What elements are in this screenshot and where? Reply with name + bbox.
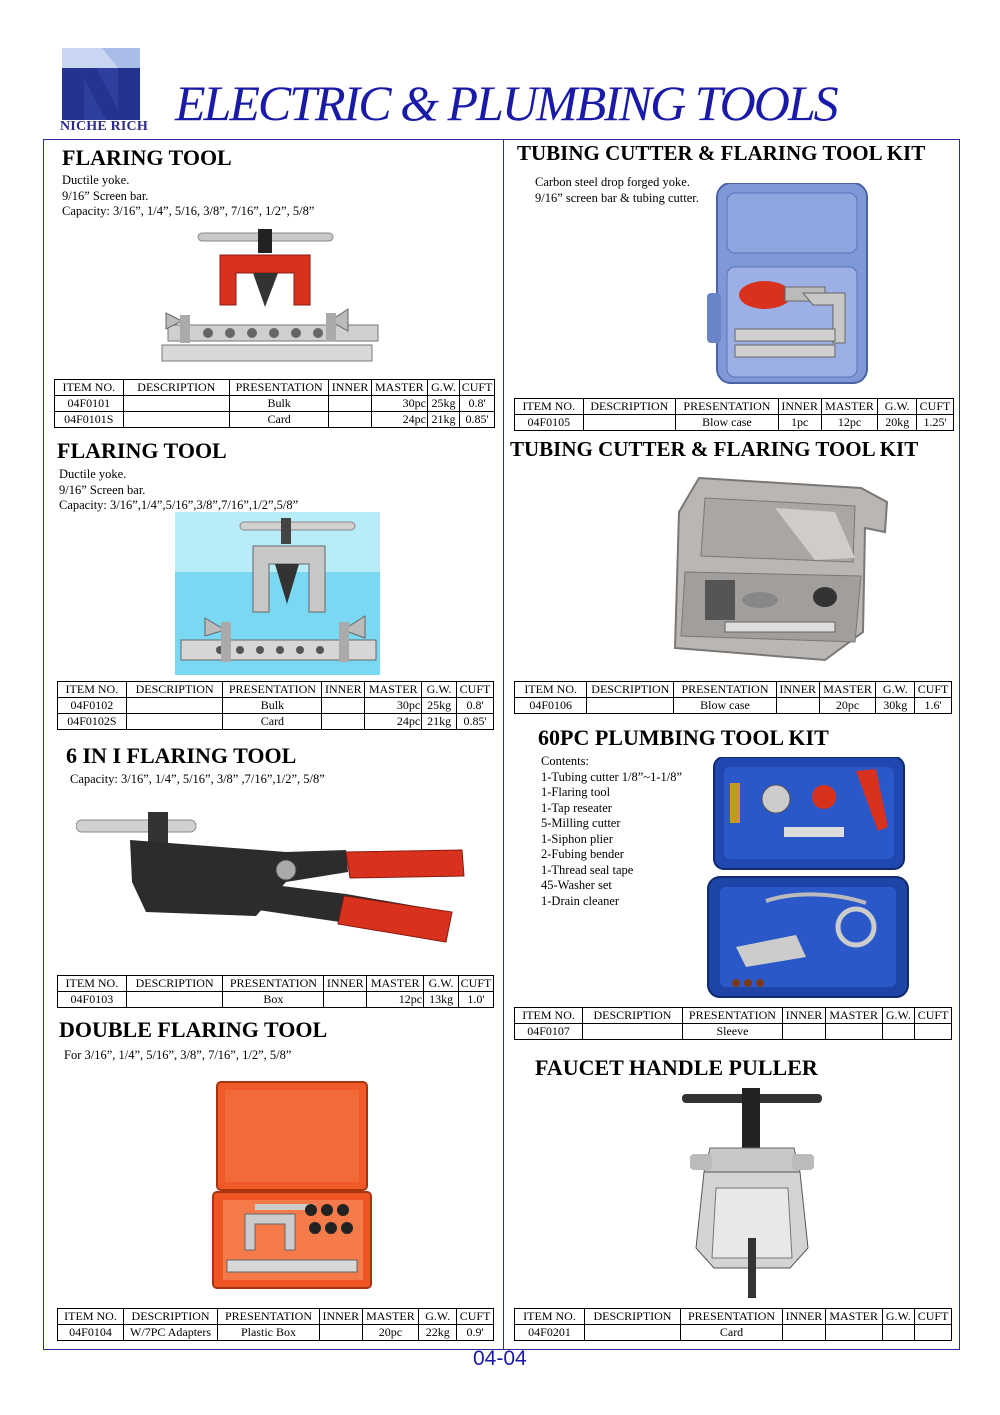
table-row <box>515 1325 952 1341</box>
cell-master: 30pc <box>365 698 422 714</box>
table-double-flaring-tool <box>57 1308 494 1341</box>
col-header: MASTER <box>362 1309 419 1325</box>
col-header: INNER <box>322 682 365 698</box>
cell-description <box>123 396 229 412</box>
cell-presentation: Box <box>223 992 324 1008</box>
col-header: CUFT <box>917 399 954 415</box>
brand-name: NICHE RICH <box>60 119 148 134</box>
col-header: DESCRIPTION <box>583 399 676 415</box>
col-header: G.W. <box>876 682 915 698</box>
desc-line: Ductile yoke. <box>62 173 130 187</box>
col-header: MASTER <box>825 1309 882 1325</box>
cell-item-no: 04F0101S <box>55 412 124 428</box>
col-header: ITEM NO. <box>515 1008 583 1024</box>
table-faucet-handle-puller <box>514 1308 952 1341</box>
cell-description <box>585 1325 681 1341</box>
cell-description: W/7PC Adapters <box>124 1325 218 1341</box>
flaring-tool-red-image <box>158 225 390 370</box>
cell-inner <box>776 698 819 714</box>
table-6-in-1-flaring-tool <box>57 975 494 1008</box>
col-header: CUFT <box>460 380 495 396</box>
column-divider <box>503 139 504 1350</box>
page-number: 04-04 <box>473 1347 527 1370</box>
cell-inner <box>783 1325 826 1341</box>
cell-inner <box>322 698 365 714</box>
flaring-tool-silver-image <box>175 512 380 675</box>
col-header: INNER <box>778 399 821 415</box>
col-header: G.W. <box>882 1008 915 1024</box>
col-header: ITEM NO. <box>515 399 584 415</box>
col-header: G.W. <box>878 399 917 415</box>
desc-line: 1-Drain cleaner <box>541 893 620 908</box>
cell-presentation: Bulk <box>223 698 322 714</box>
cell-master: 20pc <box>819 698 876 714</box>
desc-line: For 3/16”, 1/4”, 5/16”, 3/8”, 7/16”, 1/2”, 5/8” <box>64 1048 292 1062</box>
cell-gw: 21kg <box>422 714 457 730</box>
blue-case-kit-image <box>705 183 877 393</box>
cell-presentation: Plastic Box <box>218 1325 320 1341</box>
cell-inner <box>324 992 367 1008</box>
cell-master: 24pc <box>365 714 422 730</box>
table-row <box>55 412 495 428</box>
col-header: ITEM NO. <box>58 976 127 992</box>
cell-gw <box>882 1325 915 1341</box>
col-header: CUFT <box>457 1309 494 1325</box>
col-header: ITEM NO. <box>58 682 127 698</box>
double-flaring-tool-box-image <box>211 1080 373 1292</box>
col-header: PRESENTATION <box>680 1309 782 1325</box>
col-header: INNER <box>319 1309 362 1325</box>
cell-presentation: Blow case <box>676 415 779 431</box>
col-header: CUFT <box>915 1309 952 1325</box>
cell-item-no: 04F0106 <box>515 698 587 714</box>
cell-gw: 30kg <box>876 698 915 714</box>
col-header: INNER <box>783 1309 826 1325</box>
faucet-handle-puller-image <box>680 1088 825 1300</box>
cell-master: 20pc <box>362 1325 419 1341</box>
section-desc-cutter-kit-1 <box>535 175 699 206</box>
col-header: MASTER <box>821 399 878 415</box>
table-plumbing-kit <box>514 1007 952 1040</box>
desc-line: Carbon steel drop forged yoke. <box>535 175 690 189</box>
col-header: CUFT <box>915 1008 952 1024</box>
section-desc-plumbing-kit <box>541 754 682 909</box>
section-title-cutter-kit-2: TUBING CUTTER & FLARING TOOL KIT <box>510 437 919 461</box>
table-flaring-tool-2 <box>57 681 494 730</box>
col-header: PRESENTATION <box>230 380 329 396</box>
col-header: CUFT <box>459 976 494 992</box>
table-row <box>515 415 954 431</box>
table-row <box>515 1024 952 1040</box>
cell-gw <box>882 1024 915 1040</box>
desc-line: 1-Tubing cutter 1/8”~1-1/8” <box>541 769 683 784</box>
desc-line: Ductile yoke. <box>59 467 127 481</box>
col-header: ITEM NO. <box>515 1309 585 1325</box>
col-header: DESCRIPTION <box>585 1309 681 1325</box>
table-row <box>58 992 494 1008</box>
section-title-double-flaring-tool: DOUBLE FLARING TOOL <box>59 1017 328 1042</box>
table-cutter-kit-1 <box>514 398 954 431</box>
cell-gw: 25kg <box>422 698 457 714</box>
col-header: PRESENTATION <box>682 1008 782 1024</box>
cell-inner: 1pc <box>778 415 821 431</box>
cell-inner <box>319 1325 362 1341</box>
desc-line: 9/16” Screen bar. <box>62 188 149 203</box>
cell-presentation: Card <box>680 1325 782 1341</box>
gray-case-kit-image <box>665 472 890 672</box>
section-title-flaring-tool-1: FLARING TOOL <box>62 145 232 170</box>
col-header: PRESENTATION <box>223 976 324 992</box>
cell-cuft: 0.8' <box>457 698 494 714</box>
section-desc-flaring-tool-2 <box>59 467 298 514</box>
desc-line: 9/16” Screen bar. <box>59 482 146 497</box>
table-row <box>58 714 494 730</box>
cell-gw: 20kg <box>878 415 917 431</box>
section-title-cutter-kit-1: TUBING CUTTER & FLARING TOOL KIT <box>517 141 926 165</box>
desc-line: Capacity: 3/16”, 1/4”, 5/16”, 3/8” ,7/16”,1/2”, 5/8” <box>70 772 325 786</box>
cell-inner <box>329 396 371 412</box>
desc-line: Contents: <box>541 754 589 768</box>
section-title-flaring-tool-2: FLARING TOOL <box>57 438 227 463</box>
desc-line: Capacity: 3/16”,1/4”,5/16”,3/8”,7/16”,1/2”,5/8” <box>59 498 299 512</box>
desc-line: 5-Milling cutter <box>541 816 621 830</box>
cell-inner <box>329 412 371 428</box>
cell-presentation: Card <box>230 412 329 428</box>
cell-presentation: Sleeve <box>682 1024 782 1040</box>
six-in-one-flaring-tool-image <box>76 812 468 948</box>
plumbing-kit-case-image <box>706 757 911 1000</box>
col-header: DESCRIPTION <box>583 1008 683 1024</box>
page-title: ELECTRIC & PLUMBING TOOLS <box>175 75 837 131</box>
table-row <box>515 698 952 714</box>
col-header: ITEM NO. <box>515 682 587 698</box>
cell-item-no: 04F0102S <box>58 714 127 730</box>
cell-gw: 25kg <box>427 396 459 412</box>
cell-item-no: 04F0102 <box>58 698 127 714</box>
cell-cuft: 1.6' <box>915 698 952 714</box>
cell-cuft: 0.8' <box>460 396 495 412</box>
desc-line: 1-Tap reseater <box>541 800 612 815</box>
col-header: DESCRIPTION <box>124 1309 218 1325</box>
cell-master <box>825 1325 882 1341</box>
col-header: G.W. <box>419 1309 457 1325</box>
col-header: PRESENTATION <box>674 682 777 698</box>
desc-line: 45-Washer set <box>541 878 612 892</box>
table-row <box>55 396 495 412</box>
col-header: G.W. <box>424 976 459 992</box>
cell-description <box>583 1024 683 1040</box>
cell-cuft: 0.85' <box>457 714 494 730</box>
niche-rich-logo-mark <box>62 48 140 120</box>
cell-item-no: 04F0201 <box>515 1325 585 1341</box>
cell-description <box>583 415 676 431</box>
section-title-6-in-1-flaring-tool: 6 IN I FLARING TOOL <box>66 743 297 768</box>
col-header: ITEM NO. <box>58 1309 124 1325</box>
desc-line: 1-Siphon plier <box>541 831 613 846</box>
col-header: MASTER <box>365 682 422 698</box>
cell-inner <box>322 714 365 730</box>
col-header: PRESENTATION <box>676 399 779 415</box>
col-header: PRESENTATION <box>218 1309 320 1325</box>
col-header: DESCRIPTION <box>587 682 674 698</box>
cell-master: 12pc <box>367 992 424 1008</box>
cell-presentation: Blow case <box>674 698 777 714</box>
cell-item-no: 04F0101 <box>55 396 124 412</box>
col-header: PRESENTATION <box>223 682 322 698</box>
table-row <box>58 698 494 714</box>
cell-item-no: 04F0104 <box>58 1325 124 1341</box>
cell-cuft <box>915 1325 952 1341</box>
section-title-plumbing-kit: 60PC PLUMBING TOOL KIT <box>538 725 829 750</box>
col-header: MASTER <box>367 976 424 992</box>
table-cutter-kit-2 <box>514 681 952 714</box>
col-header: G.W. <box>422 682 457 698</box>
cell-cuft: 0.85' <box>460 412 495 428</box>
section-desc-6-in-1-flaring-tool <box>70 772 325 788</box>
desc-line: Capacity: 3/16”, 1/4”, 5/16, 3/8”, 7/16”, 1/2”, 5/8” <box>62 204 315 218</box>
section-desc-flaring-tool-1 <box>62 173 314 220</box>
cell-presentation: Bulk <box>230 396 329 412</box>
cell-item-no: 04F0103 <box>58 992 127 1008</box>
col-header: INNER <box>329 380 371 396</box>
cell-gw: 21kg <box>427 412 459 428</box>
table-row <box>58 1325 494 1341</box>
desc-line: 1-Thread seal tape <box>541 862 634 877</box>
col-header: DESCRIPTION <box>123 380 229 396</box>
cell-master: 30pc <box>371 396 427 412</box>
cell-master <box>825 1024 882 1040</box>
section-title-faucet-handle-puller: FAUCET HANDLE PULLER <box>535 1055 818 1080</box>
cell-description <box>587 698 674 714</box>
col-header: MASTER <box>371 380 427 396</box>
cell-gw: 22kg <box>419 1325 457 1341</box>
col-header: MASTER <box>825 1008 882 1024</box>
col-header: G.W. <box>427 380 459 396</box>
cell-cuft: 0.9' <box>457 1325 494 1341</box>
cell-cuft: 1.25' <box>917 415 954 431</box>
desc-line: 1-Flaring tool <box>541 785 611 799</box>
desc-line: 9/16” screen bar & tubing cutter. <box>535 190 699 205</box>
col-header: INNER <box>783 1008 826 1024</box>
col-header: CUFT <box>915 682 952 698</box>
section-desc-double-flaring-tool <box>64 1048 291 1064</box>
col-header: ITEM NO. <box>55 380 124 396</box>
cell-master: 24pc <box>371 412 427 428</box>
cell-inner <box>783 1024 826 1040</box>
col-header: CUFT <box>457 682 494 698</box>
col-header: INNER <box>324 976 367 992</box>
col-header: G.W. <box>882 1309 915 1325</box>
cell-master: 12pc <box>821 415 878 431</box>
cell-gw: 13kg <box>424 992 459 1008</box>
cell-description <box>126 698 223 714</box>
col-header: DESCRIPTION <box>126 976 223 992</box>
col-header: INNER <box>776 682 819 698</box>
cell-presentation: Card <box>223 714 322 730</box>
cell-description <box>126 992 223 1008</box>
cell-description <box>126 714 223 730</box>
col-header: DESCRIPTION <box>126 682 223 698</box>
cell-cuft <box>915 1024 952 1040</box>
cell-item-no: 04F0105 <box>515 415 584 431</box>
cell-description <box>123 412 229 428</box>
table-flaring-tool-1 <box>54 379 495 428</box>
cell-item-no: 04F0107 <box>515 1024 583 1040</box>
col-header: MASTER <box>819 682 876 698</box>
cell-cuft: 1.0' <box>459 992 494 1008</box>
desc-line: 2-Fubing bender <box>541 847 624 861</box>
